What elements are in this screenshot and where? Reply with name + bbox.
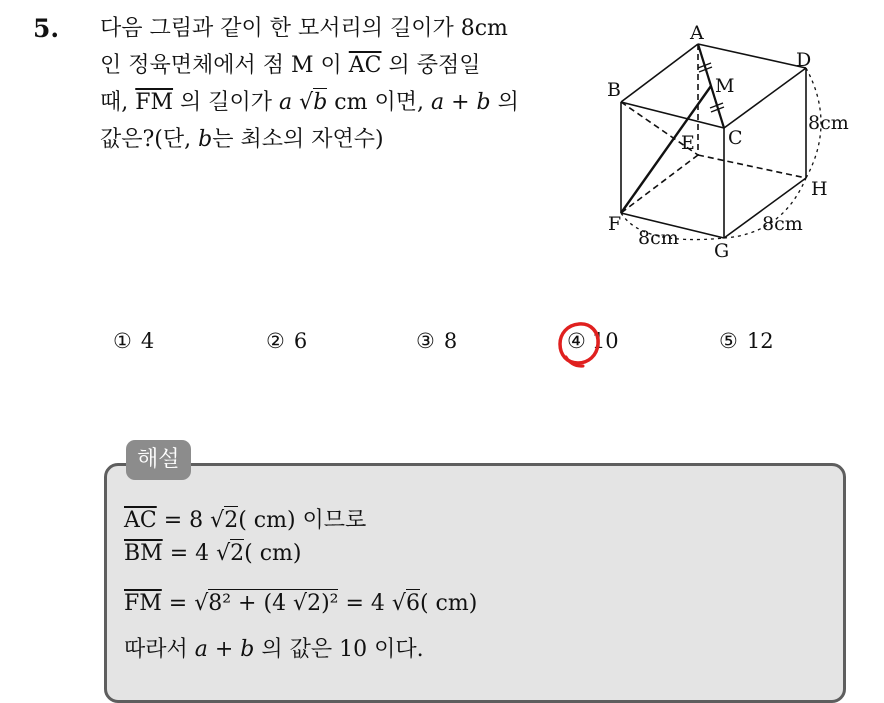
label-b: B — [607, 79, 621, 101]
variable-b: b — [313, 90, 328, 115]
expression-a-plus-b: a + b — [194, 637, 255, 662]
label-c: C — [728, 127, 743, 149]
segment-ac: $\overline{AC}$ — [124, 508, 157, 533]
solution-line-4 — [124, 632, 424, 663]
segment-fm: $\overline{FM}$ — [124, 591, 162, 616]
sqrt-sign: √ — [194, 591, 209, 616]
text-segment: 는 최소의 자연수) — [212, 127, 384, 152]
text-segment: 값은?(단, — [100, 127, 199, 152]
sqrt-sign: √ — [391, 591, 406, 616]
label-g: G — [714, 240, 730, 262]
choice-value: 12 — [746, 329, 774, 353]
solution-line-3 — [124, 591, 477, 616]
radicand: 2 — [224, 508, 239, 533]
question-line-3 — [100, 84, 600, 121]
sqrt-sign: √ — [210, 508, 225, 533]
solution-tag: 해설 — [126, 440, 191, 480]
solution-box — [104, 463, 846, 703]
dimension-label-dh: 8cm — [808, 112, 849, 134]
text-segment: ( cm) 이므로 — [238, 508, 367, 533]
question-text — [100, 10, 600, 158]
question-line-1: 다음 그림과 같이 한 모서리의 길이가 8cm — [100, 16, 508, 41]
label-a: A — [690, 22, 704, 44]
edge-bc — [621, 102, 724, 128]
answer-mark-circle — [553, 318, 605, 370]
edge-ab — [621, 44, 698, 102]
text-segment: 따라서 — [124, 637, 195, 662]
text-segment: ( cm) — [244, 541, 302, 566]
radicand: 2 — [230, 541, 245, 566]
choice-1[interactable] — [113, 329, 154, 353]
choice-5[interactable] — [719, 329, 774, 353]
choice-value: 8 — [443, 329, 458, 353]
text-segment: 인 정육면체에서 점 M 이 — [100, 53, 349, 78]
choice-mark: ⑤ — [719, 329, 738, 353]
question-number: 5. — [33, 14, 60, 43]
choice-2[interactable] — [266, 329, 307, 353]
text-segment: 의 중점일 — [381, 53, 481, 78]
text-segment: = 4 — [338, 591, 392, 616]
text-segment: = 4 — [162, 541, 217, 566]
dimension-label-fg: 8cm — [638, 227, 679, 249]
variable-a: a — [279, 90, 293, 115]
expression-a-plus-b: a + b — [430, 90, 491, 115]
choice-value: 6 — [293, 329, 308, 353]
choice-value: 10 — [591, 329, 619, 353]
choice-mark: ① — [113, 329, 132, 353]
edge-ef — [621, 155, 698, 213]
solution-line-1 — [124, 503, 366, 534]
text-segment: = 8 — [156, 508, 211, 533]
label-h: H — [811, 178, 828, 200]
sqrt-sign: √ — [299, 90, 314, 115]
label-m: M — [715, 75, 735, 97]
solution-line-2 — [124, 541, 302, 566]
choice-mark: ③ — [416, 329, 435, 353]
choice-value: 4 — [140, 329, 155, 353]
edge-dc — [724, 68, 806, 128]
segment-ac: $\overline{AC}$ — [348, 53, 382, 78]
text-segment: ( cm) — [419, 591, 478, 616]
label-d: D — [796, 49, 812, 71]
text-segment: 의 길이가 — [173, 90, 280, 115]
radicand: 8² + (4 √2)² — [208, 591, 339, 616]
text-segment: 때, — [100, 90, 136, 115]
text-segment: 의 — [490, 90, 519, 115]
sqrt-sign: √ — [216, 541, 231, 566]
cube-figure — [600, 18, 862, 268]
edge-ad — [698, 44, 806, 68]
text-segment: = — [161, 591, 195, 616]
choice-mark: ② — [266, 329, 285, 353]
question-line-4 — [100, 121, 600, 158]
segment-bm: $\overline{BM}$ — [124, 541, 163, 566]
label-e: E — [681, 132, 695, 154]
text-segment: cm 이면, — [327, 90, 431, 115]
edge-eh — [698, 155, 806, 178]
segment-fm: $\overline{FM}$ — [135, 90, 174, 115]
variable-b: b — [198, 127, 213, 152]
choice-mark: ④ — [567, 329, 586, 353]
label-f: F — [608, 213, 622, 235]
text-segment: 의 값은 10 이다. — [254, 637, 424, 662]
choice-3[interactable] — [416, 329, 457, 353]
radicand: 6 — [405, 591, 420, 616]
dimension-label-gh: 8cm — [762, 213, 803, 235]
question-line-2 — [100, 47, 600, 84]
